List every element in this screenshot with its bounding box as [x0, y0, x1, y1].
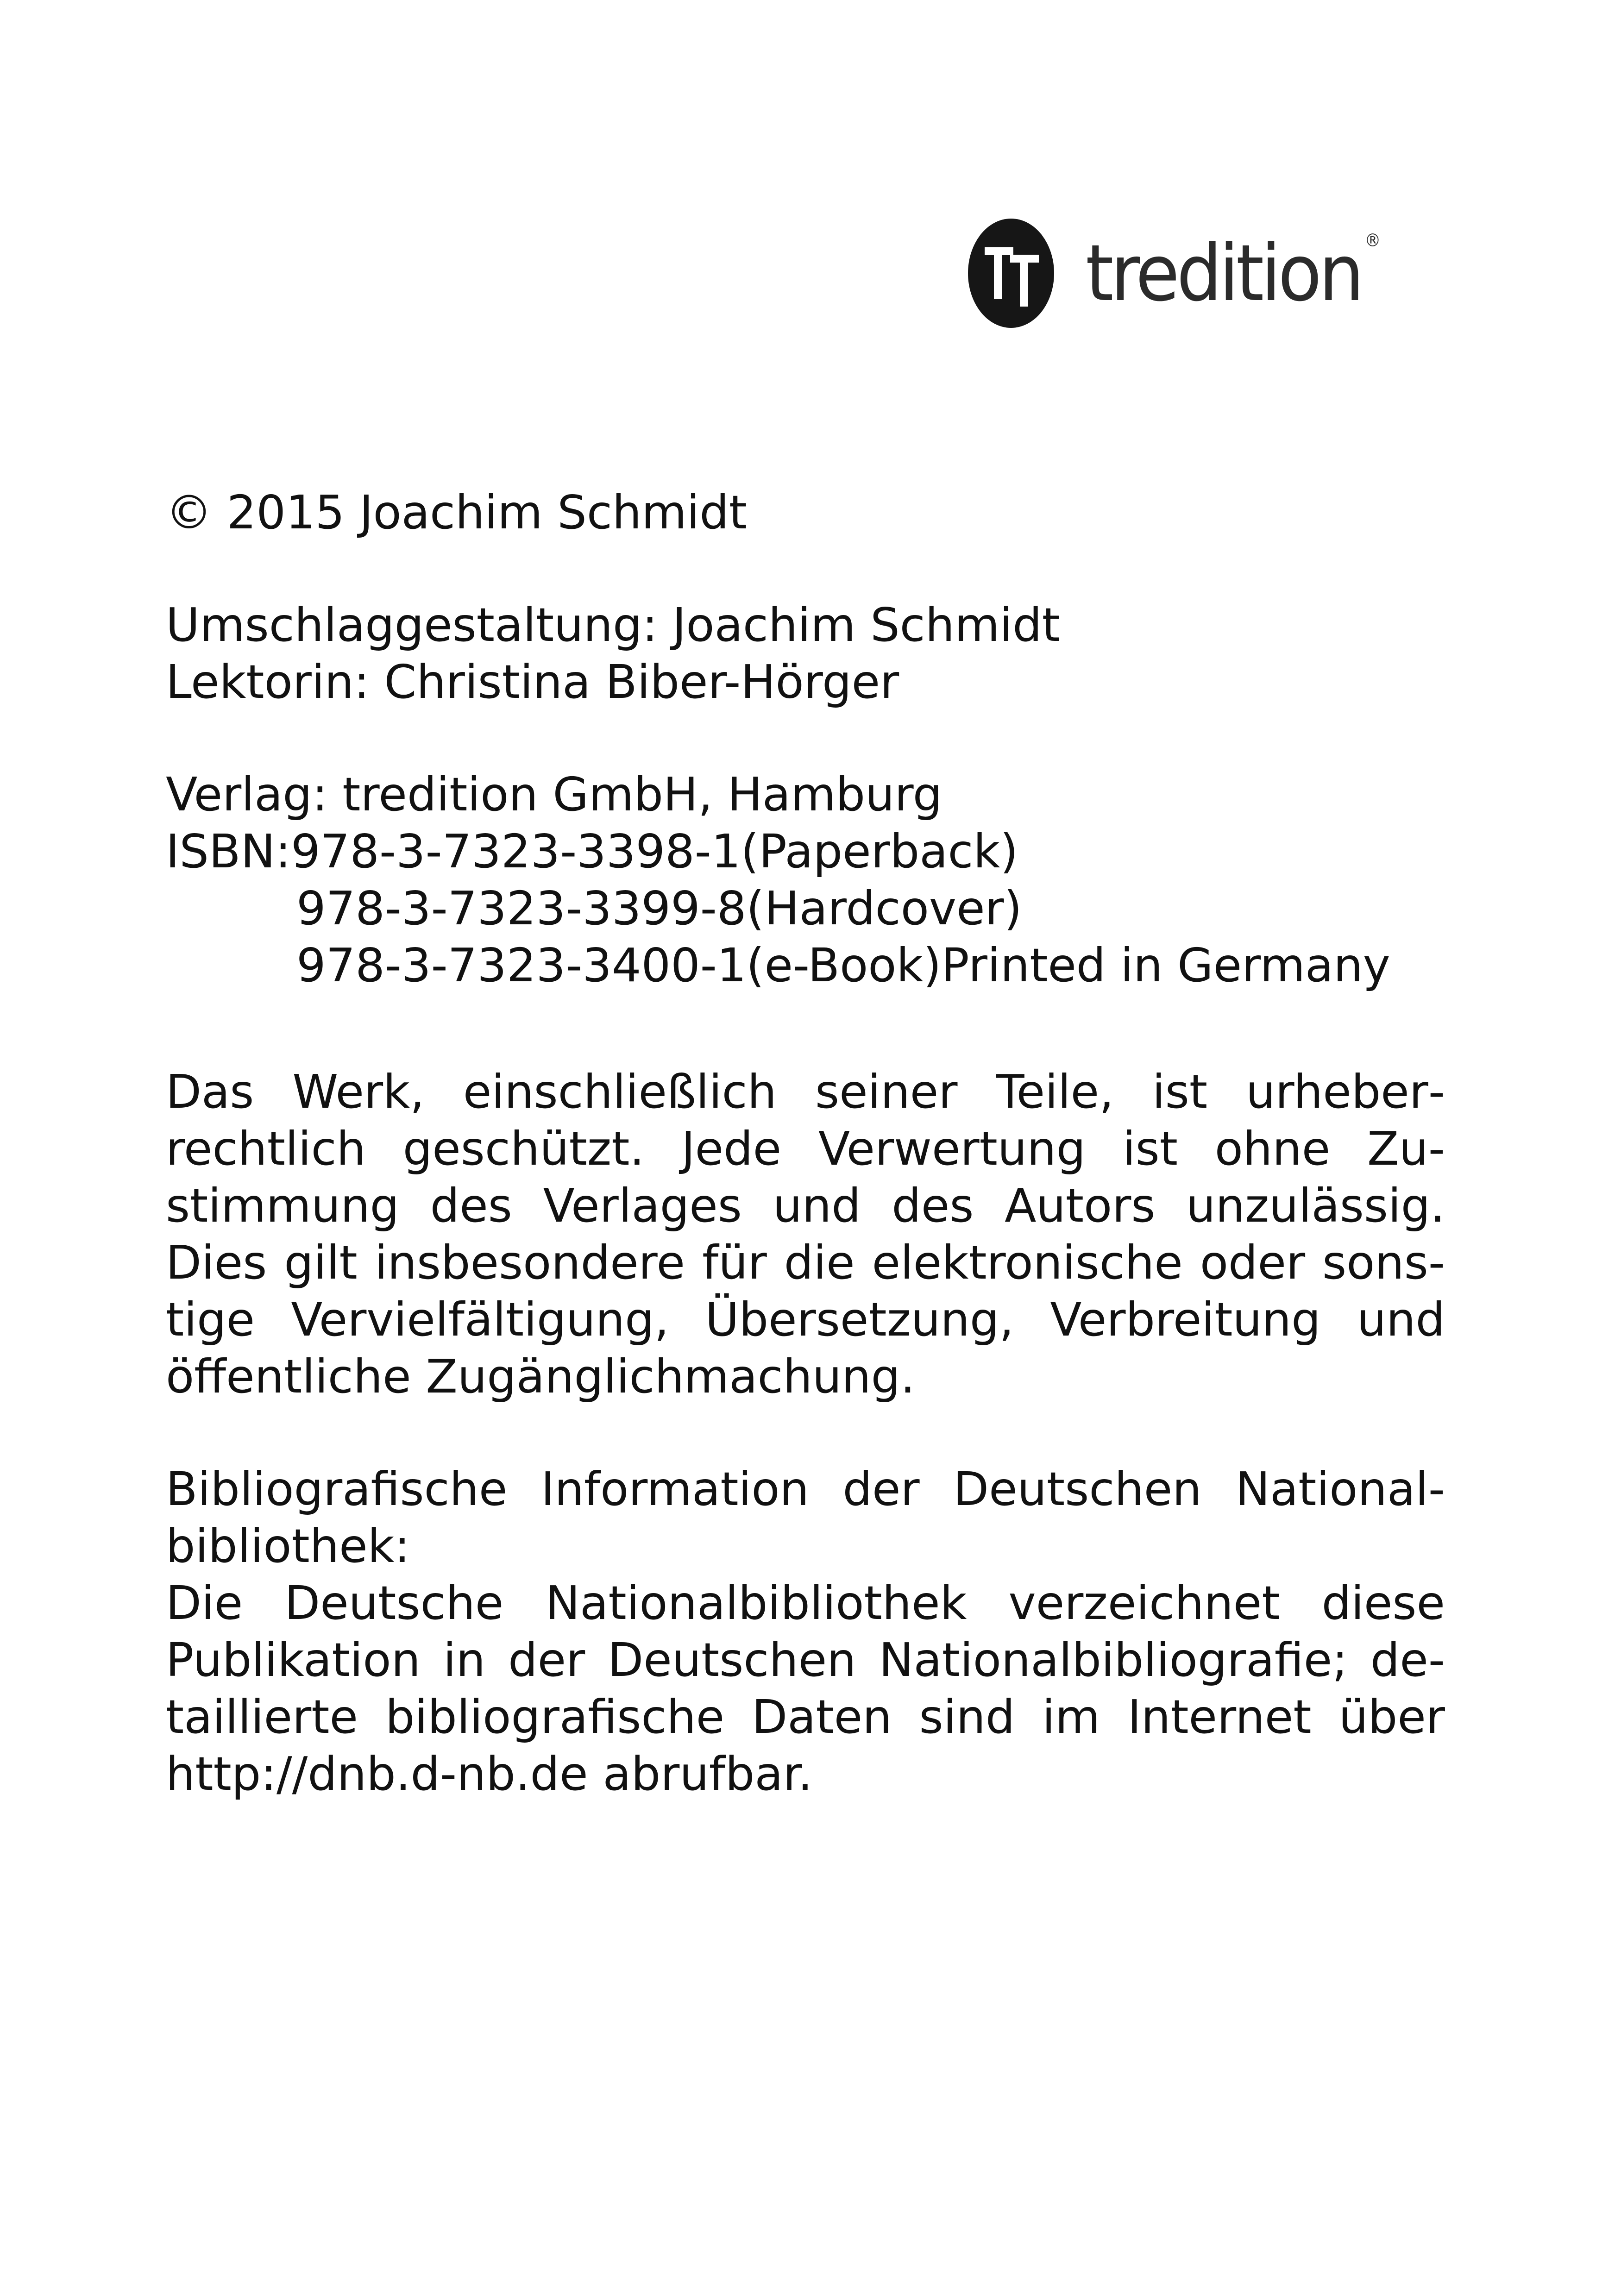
- spacer: [166, 541, 1445, 596]
- spacer: [166, 1405, 1445, 1461]
- publisher-line: Verlag: tredition GmbH, Hamburg: [166, 767, 942, 822]
- editor-credit: Lektorin: Christina Biber-Hörger: [166, 655, 899, 709]
- publisher-logo: [968, 218, 1385, 329]
- imprint-content: [166, 484, 1445, 1802]
- copyright-line: © 2015 Joachim Schmidt: [166, 485, 748, 539]
- registered-mark: ®: [1364, 230, 1381, 251]
- cover-design-credit: Umschlaggestaltung: Joachim Schmidt: [166, 598, 1060, 652]
- isbn-ebook: 978-3-7323-3400-1(e-Book)Printed in Germany: [296, 938, 1390, 992]
- bibliographic-body: Die Deutsche Nationalbibliothek verzeichnet diese Publikation in der Deutschen Nationalbibliografie; detaillierte bibliografische Daten sind im Internet über http://dnb.d-nb.de abrufbar.: [166, 1576, 1445, 1801]
- bibliographic-heading: Bibliografische Information der Deutschen Nationalbibliothek:: [166, 1462, 1445, 1573]
- logo-wordmark: [1086, 228, 1381, 319]
- logo-wordmark-text: tredition: [1086, 228, 1361, 319]
- spacer: [166, 710, 1445, 766]
- copyright-notice: Das Werk, einschließlich seiner Teile, ist urheberrechtlich geschützt. Jede Verwertung ist ohne Zustimmung des Verlages und des Autors unzulässig. Dies gilt insbesondere für die elektronische oder sonstige Vervielfältigung, Übersetzung, Verbreitung und öffentliche Zugänglichmachung.: [166, 1065, 1445, 1404]
- tredition-logo-icon: [968, 219, 1054, 328]
- spacer: [166, 994, 1445, 1063]
- isbn-paperback: ISBN:978-3-7323-3398-1(Paperback): [166, 824, 1018, 878]
- isbn-hardcover: 978-3-7323-3399-8(Hardcover): [296, 881, 1022, 935]
